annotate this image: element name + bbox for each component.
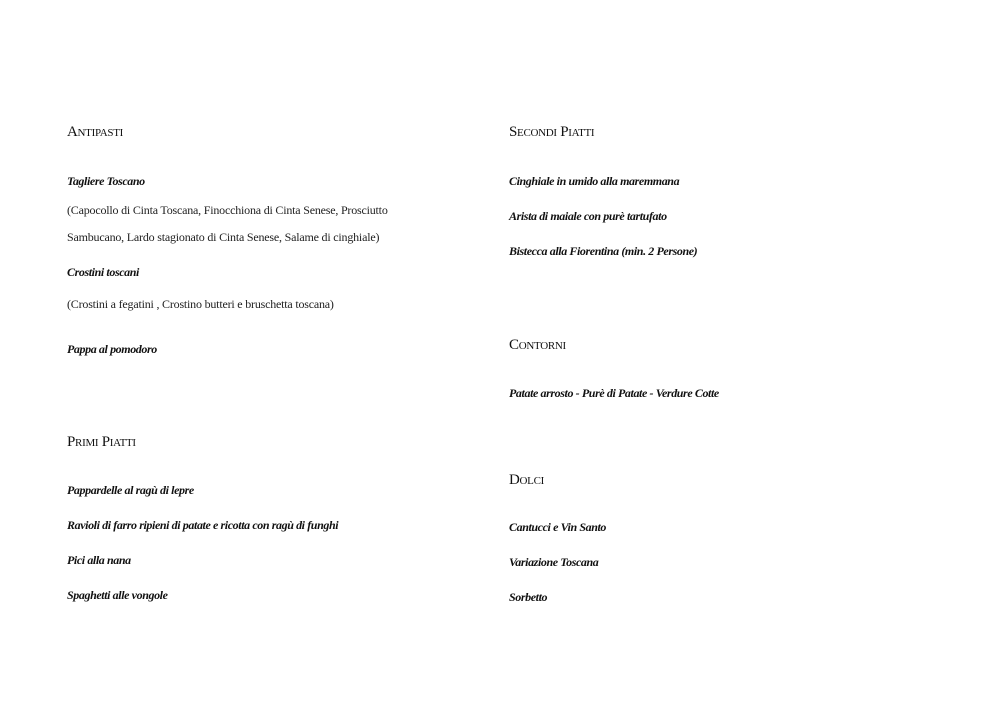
- primi-item-ravioli: Ravioli di farro ripieni di patate e ricotta con ragù di funghi: [67, 518, 339, 532]
- contorni-heading: Contorni: [509, 337, 566, 353]
- antipasti-item-crostini: Crostini toscani: [67, 265, 139, 279]
- primi-item-spaghetti: Spaghetti alle vongole: [67, 588, 168, 602]
- secondi-item-bistecca: Bistecca alla Fiorentina (min. 2 Persone): [509, 244, 698, 258]
- antipasti-item-tagliere: Tagliere Toscano: [67, 174, 145, 188]
- secondi-item-arista: Arista di maiale con purè tartufato: [509, 209, 667, 223]
- crostini-description: (Crostini a fegatini , Crostino butteri e bruschetta toscana): [67, 297, 334, 311]
- tagliere-description-line-1: (Capocollo di Cinta Toscana, Finocchiona di Cinta Senese, Prosciutto: [67, 203, 388, 217]
- dolci-heading: Dolci: [509, 472, 544, 488]
- primi-item-pici: Pici alla nana: [67, 553, 131, 567]
- tagliere-description-line-2: Sambucano, Lardo stagionato di Cinta Senese, Salame di cinghiale): [67, 230, 380, 244]
- antipasti-item-pappa: Pappa al pomodoro: [67, 342, 157, 356]
- primi-piatti-heading: Primi Piatti: [67, 434, 136, 450]
- antipasti-heading: Antipasti: [67, 124, 124, 140]
- contorni-item-sides: Patate arrosto - Purè di Patate - Verdure Cotte: [509, 386, 719, 400]
- secondi-item-cinghiale: Cinghiale in umido alla maremmana: [509, 174, 680, 188]
- dolci-item-variazione: Variazione Toscana: [509, 555, 599, 569]
- dolci-item-sorbetto: Sorbetto: [509, 590, 548, 604]
- primi-item-pappardelle: Pappardelle al ragù di lepre: [67, 483, 194, 497]
- dolci-item-cantucci: Cantucci e Vin Santo: [509, 520, 607, 534]
- secondi-piatti-heading: Secondi Piatti: [509, 124, 595, 140]
